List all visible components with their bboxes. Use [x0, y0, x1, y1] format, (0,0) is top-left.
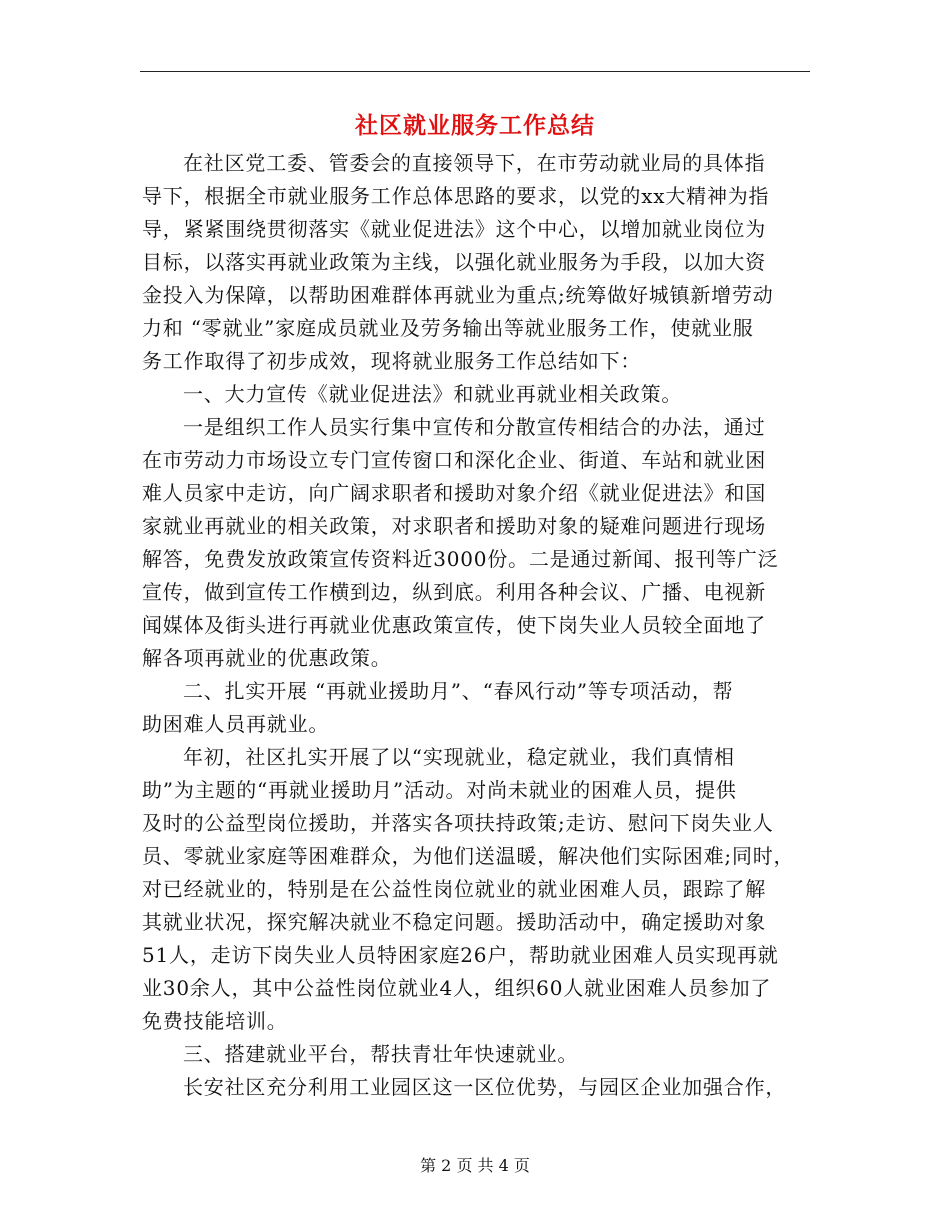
- section-heading-continued: 助困难人员再就业。: [142, 712, 330, 736]
- paragraph-line: 在市劳动力市场设立专门宣传窗口和深化企业、街道、车站和就业困: [142, 448, 766, 472]
- paragraph-line: 及时的公益型岗位援助，并落实各项扶持政策;走访、慰问下岗失业人: [142, 811, 774, 835]
- header-rule: [140, 71, 810, 72]
- section-heading: 三、搭建就业平台，帮扶青壮年快速就业。: [183, 1042, 579, 1066]
- paragraph-line: 其就业状况，探究解决就业不稳定问题。援助活动中，确定援助对象: [142, 910, 766, 934]
- page-footer: 第 2 页 共 4 页: [420, 1156, 530, 1175]
- document-title: 社区就业服务工作总结: [355, 112, 595, 139]
- paragraph-line: 家就业再就业的相关政策，对求职者和援助对象的疑难问题进行现场: [142, 514, 766, 538]
- paragraph-line: 金投入为保障，以帮助困难群体再就业为重点;统筹做好城镇新增劳动: [142, 283, 774, 307]
- paragraph-line: 业30余人，其中公益性岗位就业4人，组织60人就业困难人员参加了: [142, 976, 772, 1000]
- paragraph-line: 一是组织工作人员实行集中宣传和分散宣传相结合的办法，通过: [183, 415, 766, 439]
- paragraph-line: 解各项再就业的优惠政策。: [142, 646, 392, 670]
- section-heading: 一、大力宣传《就业促进法》和就业再就业相关政策。: [183, 382, 683, 406]
- paragraph-line: 长安社区充分利用工业园区这一区位优势，与园区企业加强合作，: [183, 1075, 787, 1099]
- paragraph-line: 难人员家中走访，向广阔求职者和援助对象介绍《就业促进法》和国: [142, 481, 766, 505]
- paragraph-line: 51人，走访下岗失业人员特困家庭26户，帮助就业困难人员实现再就: [142, 943, 779, 967]
- paragraph-line: 闻媒体及街头进行再就业优惠政策宣传，使下岗失业人员较全面地了: [142, 613, 766, 637]
- paragraph-line: 导，紧紧围绕贯彻落实《就业促进法》这个中心，以增加就业岗位为: [142, 217, 766, 241]
- paragraph-line: 力和 “零就业”家庭成员就业及劳务输出等就业服务工作，使就业服: [142, 316, 754, 340]
- paragraph-line: 导下，根据全市就业服务工作总体思路的要求，以党的xx大精神为指: [142, 184, 770, 208]
- paragraph-line: 在社区党工委、管委会的直接领导下，在市劳动就业局的具体指: [183, 151, 766, 175]
- paragraph-line: 对已经就业的，特别是在公益性岗位就业的就业困难人员，跟踪了解: [142, 877, 766, 901]
- paragraph-line: 员、零就业家庭等困难群众，为他们送温暖，解决他们实际困难;同时，: [142, 844, 795, 868]
- paragraph-line: 解答，免费发放政策宣传资料近3000份。二是通过新闻、报刊等广泛: [142, 547, 779, 571]
- paragraph-line: 助”为主题的“再就业援助月”活动。对尚未就业的困难人员，提供: [142, 778, 737, 802]
- paragraph-line: 免费技能培训。: [142, 1009, 288, 1033]
- paragraph-line: 务工作取得了初步成效，现将就业服务工作总结如下：: [142, 349, 642, 373]
- paragraph-line: 年初，社区扎实开展了以“实现就业，稳定就业，我们真情相: [183, 745, 735, 769]
- paragraph-line: 目标，以落实再就业政策为主线，以强化就业服务为手段，以加大资: [142, 250, 766, 274]
- paragraph-line: 宣传，做到宣传工作横到边，纵到底。利用各种会议、广播、电视新: [142, 580, 766, 604]
- section-heading: 二、扎实开展 “再就业援助月”、“春风行动”等专项活动，帮: [183, 679, 734, 703]
